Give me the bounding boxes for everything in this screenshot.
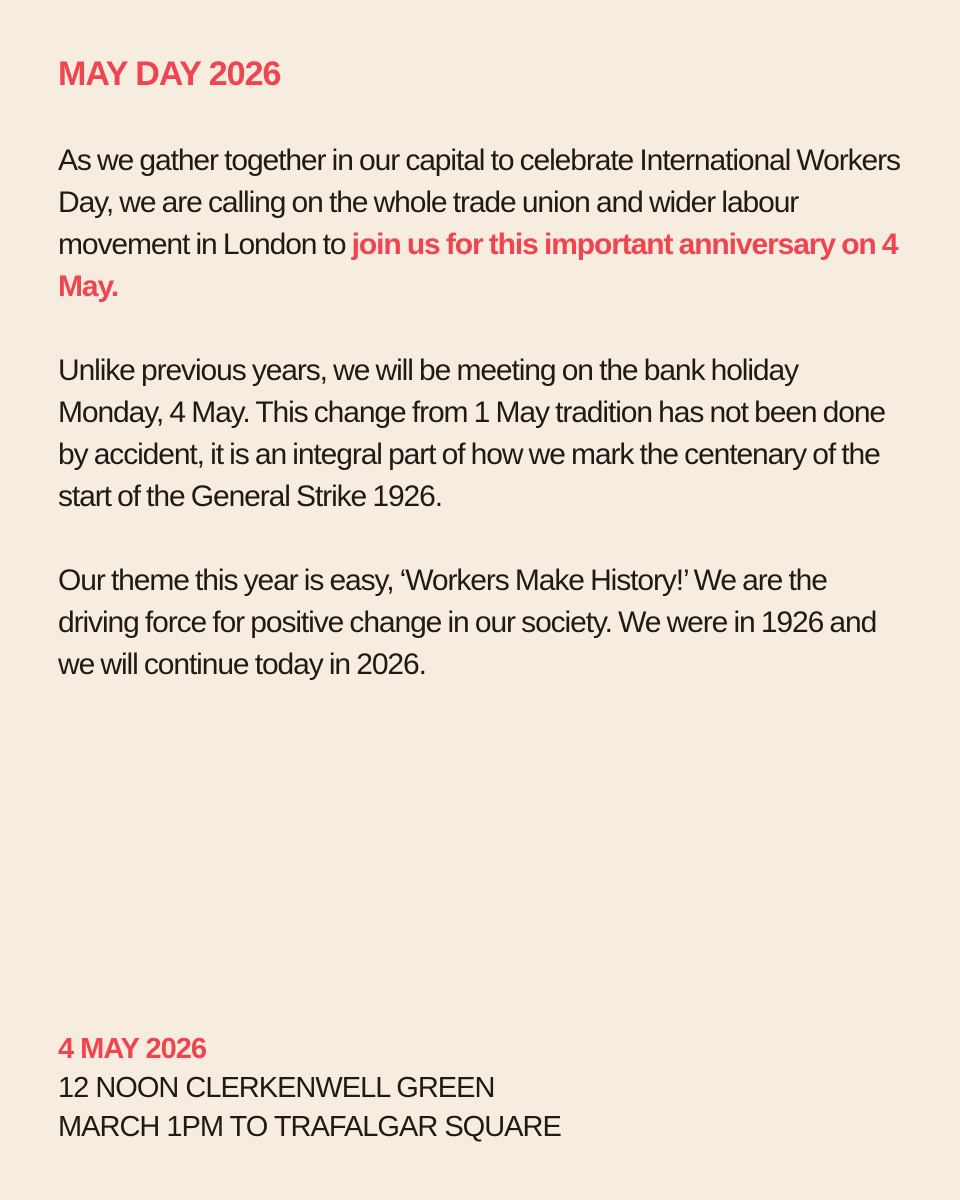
intro-highlight: join us for this important anniversary on 4 May. [58, 228, 898, 303]
page-title: MAY DAY 2026 [58, 55, 281, 93]
event-location: 12 NOON CLERKENWELL GREEN [58, 1072, 495, 1104]
event-date: 4 MAY 2026 [58, 1033, 207, 1065]
intro-text: As we gather together in our capital to celebrate International Workers Day, we are calling on the whole trade union and wider labour movement in London to [58, 144, 900, 261]
intro-paragraph [58, 140, 908, 308]
event-details [58, 1030, 561, 1147]
body-copy [58, 140, 908, 728]
schedule-paragraph: Unlike previous years, we will be meeting on the bank holiday Monday, 4 May. This change from 1 May tradition has not been done by accident, it is an integral part of how we mark the centenary of the start of the General Strike 1926. [58, 354, 886, 513]
theme-paragraph: Our theme this year is easy, ‘Workers Make History!’ We are the driving force for positive change in our society. We were in 1926 and we will continue today in 2026. [58, 564, 877, 681]
march-route: MARCH 1PM TO TRAFALGAR SQUARE [58, 1111, 561, 1143]
